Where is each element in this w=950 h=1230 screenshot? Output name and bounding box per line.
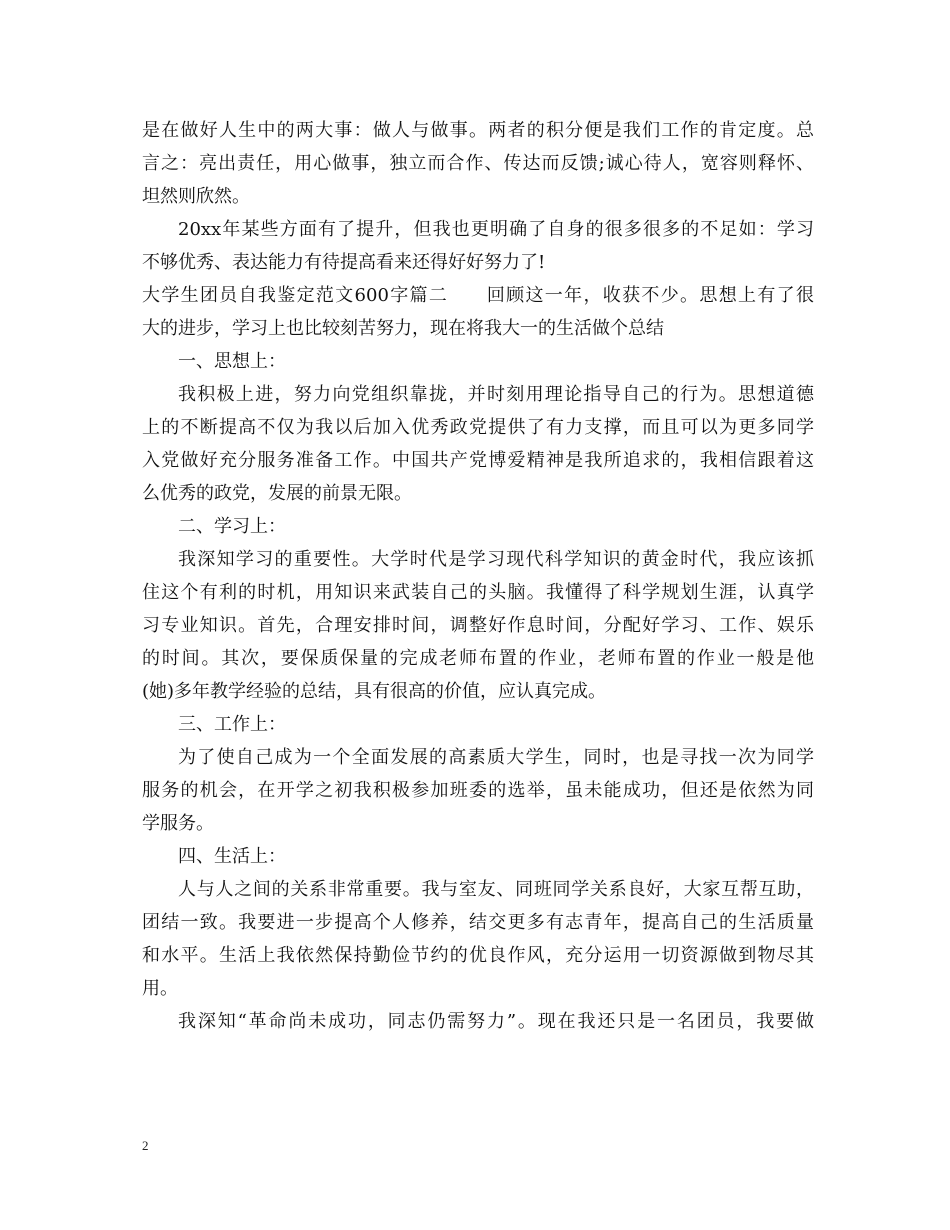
text-line: 习专业知识。首先，合理安排时间，调整好作息时间，分配好学习、工作、娱乐 (142, 615, 814, 636)
text-line: 三、工作上： (178, 714, 286, 735)
text-line: 言之：亮出责任，用心做事，独立而合作、传达而反馈;诚心待人，宽容则释怀、 (142, 153, 814, 174)
text-line: 团结一致。我要进一步提高个人修养，结交更多有志青年，提高自己的生活质量 (142, 912, 814, 933)
text-line: 么优秀的政党，发展的前景无限。 (142, 483, 412, 504)
text-line: 为了使自己成为一个全面发展的高素质大学生，同时，也是寻找一次为同学 (178, 747, 814, 768)
text-line: 大学生团员自我鉴定范文600字篇二 回顾这一年，收获不少。思想上有了很 (142, 285, 814, 306)
text-line: 上的不断提高不仅为我以后加入优秀政党提供了有力支撑，而且可以为更多同学 (142, 417, 814, 438)
text-line: 四、生活上： (178, 846, 286, 867)
text-line: 大的进步，学习上也比较刻苦努力，现在将我大一的生活做个总结 (142, 318, 664, 339)
text-line: 坦然则欣然。 (142, 186, 250, 207)
text-line: 学服务。 (142, 813, 214, 834)
text-line: 住这个有利的时机，用知识来武装自己的头脑。我懂得了科学规划生涯，认真学 (142, 582, 814, 603)
text-line: 一、思想上： (178, 351, 286, 372)
text-line: 20xx年某些方面有了提升，但我也更明确了自身的很多很多的不足如：学习 (178, 219, 814, 240)
text-line: 二、学习上： (178, 516, 286, 537)
page-number: 2 (142, 1138, 149, 1153)
text-line: 人与人之间的关系非常重要。我与室友、同班同学关系良好，大家互帮互助， (178, 879, 814, 900)
text-line: 用。 (142, 978, 178, 999)
text-line: 和水平。生活上我依然保持勤俭节约的优良作风，充分运用一切资源做到物尽其 (142, 945, 814, 966)
text-line: 是在做好人生中的两大事：做人与做事。两者的积分便是我们工作的肯定度。总 (142, 120, 814, 141)
text-line: 的时间。其次，要保质保量的完成老师布置的作业，老师布置的作业一般是他 (142, 648, 814, 669)
text-line: 入党做好充分服务准备工作。中国共产党博爱精神是我所追求的，我相信跟着这 (142, 450, 814, 471)
text-line: 我深知“革命尚未成功，同志仍需努力”。现在我还只是一名团员，我要做 (178, 1011, 814, 1032)
text-line: (她)多年教学经验的总结，具有很高的价值，应认真完成。 (142, 681, 607, 702)
body-text (142, 114, 814, 1038)
text-line: 服务的机会，在开学之初我积极参加班委的选举，虽未能成功，但还是依然为同 (142, 780, 814, 801)
text-line: 我深知学习的重要性。大学时代是学习现代科学知识的黄金时代，我应该抓 (178, 549, 814, 570)
text-line: 不够优秀、表达能力有待提高看来还得好好努力了! (142, 252, 546, 273)
text-line: 我积极上进，努力向党组织靠拢，并时刻用理论指导自己的行为。思想道德 (178, 384, 814, 405)
